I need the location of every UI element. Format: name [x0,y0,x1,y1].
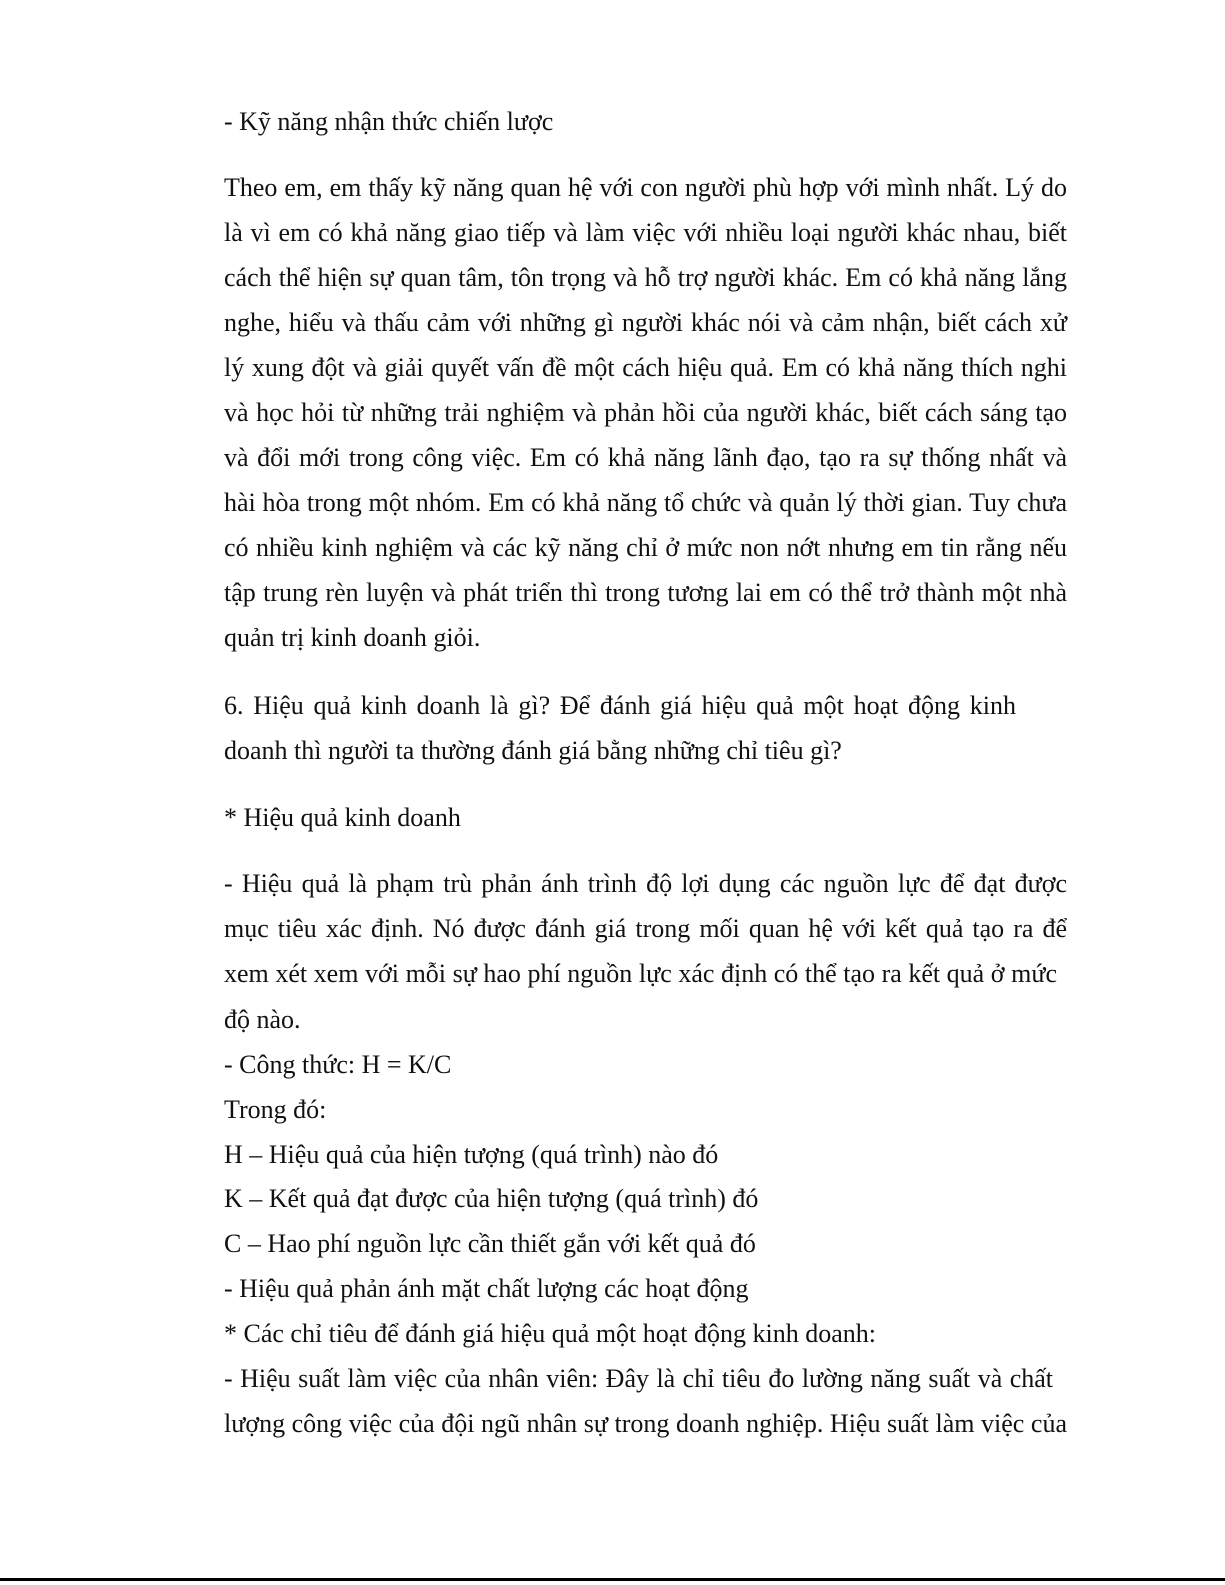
text-line: Theo em, em thấy kỹ năng quan hệ với con người phù hợp với mình nhất. Lý do [224,173,1067,202]
text-line: tập trung rèn luyện và phát triển thì trong tương lai em có thể trở thành một nhà [224,578,1067,607]
text-line: là vì em có khả năng giao tiếp và làm việc với nhiều loại người khác nhau, biết [224,218,1067,247]
text-line: và học hỏi từ những trải nghiệm và phản hồi của người khác, biết cách sáng tạo [224,398,1067,427]
text-line: xem xét xem với mỗi sự hao phí nguồn lực xác định có thể tạo ra kết quả ở mức [224,959,1057,988]
text-line: nghe, hiểu và thấu cảm với những gì người khác nói và cảm nhận, biết cách xử [224,308,1067,337]
text-line: - Hiệu suất làm việc của nhân viên: Đây là chỉ tiêu đo lường năng suất và chất [224,1364,1053,1393]
text-line: Trong đó: [224,1095,327,1124]
text-line-skill-heading: - Kỹ năng nhận thức chiến lược [224,107,554,136]
question-heading: 6. Hiệu quả kinh doanh là gì? Để đánh giá hiệu quả một hoạt động kinh [224,691,1016,720]
definition-line: H – Hiệu quả của hiện tượng (quá trình) nào đó [224,1140,719,1169]
text-line: có nhiều kinh nghiệm và các kỹ năng chỉ ở mức non nớt nhưng em tin rằng nếu [224,533,1067,562]
text-line: - Hiệu quả phản ánh mặt chất lượng các hoạt động [224,1274,749,1303]
section-heading: * Các chỉ tiêu để đánh giá hiệu quả một hoạt động kinh doanh: [224,1319,877,1348]
definition-line: K – Kết quả đạt được của hiện tượng (quá trình) đó [224,1184,759,1213]
section-heading: * Hiệu quả kinh doanh [224,803,461,832]
definition-line: C – Hao phí nguồn lực cần thiết gắn với kết quả đó [224,1229,756,1258]
text-line: quản trị kinh doanh giỏi. [224,623,481,652]
text-line: độ nào. [224,1005,301,1034]
page-bottom-border [0,1578,1225,1581]
formula-line: - Công thức: H = K/C [224,1050,452,1079]
text-line: lý xung đột và giải quyết vấn đề một cách hiệu quả. Em có khả năng thích nghi [224,353,1067,382]
text-line: cách thể hiện sự quan tâm, tôn trọng và hỗ trợ người khác. Em có khả năng lắng [224,263,1067,292]
text-line: - Hiệu quả là phạm trù phản ánh trình độ lợi dụng các nguồn lực để đạt được [224,869,1067,898]
text-line: hài hòa trong một nhóm. Em có khả năng tổ chức và quản lý thời gian. Tuy chưa [224,488,1067,517]
text-line: và đổi mới trong công việc. Em có khả năng lãnh đạo, tạo ra sự thống nhất và [224,443,1067,472]
text-line: lượng công việc của đội ngũ nhân sự trong doanh nghiệp. Hiệu suất làm việc của [224,1409,1067,1438]
text-line: mục tiêu xác định. Nó được đánh giá trong mối quan hệ với kết quả tạo ra để [224,914,1067,943]
question-heading: doanh thì người ta thường đánh giá bằng những chỉ tiêu gì? [224,736,842,765]
